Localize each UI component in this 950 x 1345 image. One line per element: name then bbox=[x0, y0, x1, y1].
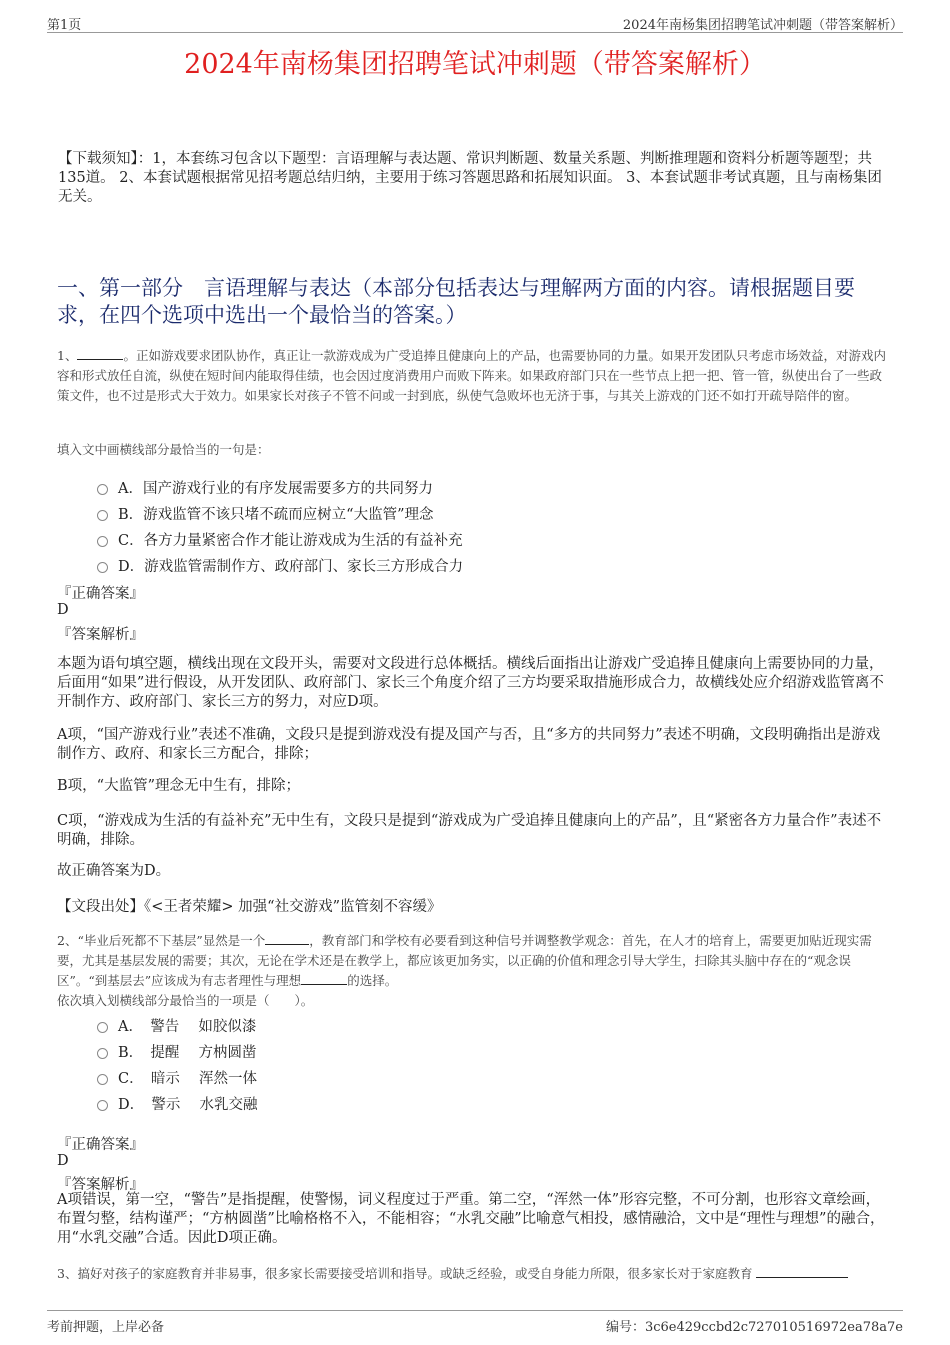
question-2-prompt: 依次填入划横线部分最恰当的一项是（ ）。 bbox=[57, 993, 314, 1008]
option-a[interactable]: A． 警告 如胶似漆 bbox=[97, 1015, 256, 1037]
analysis-paragraph: B项，“大监管”理念无中生有，排除； bbox=[57, 778, 300, 794]
option-b[interactable]: B．游戏监管不该只堵不疏而应树立“大监管”理念 bbox=[97, 503, 433, 525]
download-notice: 【下载须知】：1，本套练习包含以下题型：言语理解与表达题、常识判断题、数量关系题、判断推理题和资料分析题等题型；共135道。 2、本套试题根据常见招考题总结归纳，主要用于练习答题思路和拓展知识面。 3、本套试题非考试真题，且与南杨集团无关。 bbox=[58, 151, 882, 205]
answer-value: D bbox=[57, 602, 69, 618]
page-footer bbox=[47, 1310, 903, 1335]
analysis-label: 『答案解析』 bbox=[57, 1177, 144, 1193]
blank-line bbox=[77, 359, 123, 360]
radio-icon[interactable] bbox=[97, 562, 108, 573]
analysis-label: 『答案解析』 bbox=[57, 627, 144, 643]
radio-icon[interactable] bbox=[97, 484, 108, 495]
page-number: 第1页 bbox=[47, 18, 82, 33]
header-doc-title: 2024年南杨集团招聘笔试冲刺题（带答案解析） bbox=[622, 18, 903, 33]
analysis-paragraph: A项错误，第一空，“警告”是指提醒，使警惕，词义程度过于严重。第二空，“浑然一体”形容完整，不可分割，也形容文章绘画，布置匀整，结构谨严；“方枘圆凿”比喻格格不入，不能相容；“水乳交融”比喻意气相投，感情融洽，文中是“理性与理想”的融合，用“水乳交融”合适。因此D项正确。 bbox=[57, 1192, 885, 1246]
option-c[interactable]: C． 暗示 浑然一体 bbox=[97, 1067, 257, 1089]
footer-slogan: 考前押题，上岸必备 bbox=[47, 1320, 165, 1335]
answer-label: 『正确答案』 bbox=[57, 586, 144, 602]
section-heading: 一、第一部分 言语理解与表达（本部分包括表达与理解两方面的内容。请根据题目要求，在四个选项中选出一个最恰当的答案。） bbox=[57, 276, 855, 327]
analysis-paragraph: C项，“游戏成为生活的有益补充”无中生有，文段只是提到“游戏成为广受追捧且健康向上的产品”，且“紧密各方力量合作”表述不明确，排除。 bbox=[57, 813, 882, 848]
radio-icon[interactable] bbox=[97, 1074, 108, 1085]
footer-id: 编号：3c6e429ccbd2c727010516972ea78a7e bbox=[605, 1320, 903, 1335]
source-note: 【文段出处】《<王者荣耀> 加强“社交游戏”监管刻不容缓》 bbox=[57, 899, 442, 915]
radio-icon[interactable] bbox=[97, 1048, 108, 1059]
question-2-text: 2、“毕业后死都不下基层”显然是一个 ，教育部门和学校有必要看到这种信号并调整教学观念：首先，在人才的培育上，需要更加贴近现实需要，尤其是基层发展的需要；其次，无论在学术还是在教学上，都应该更加务实，以正确的价值和理念引导大学生，扫除其头脑中存在的“观念误区”。“到基层去”应该成为有志者理性与理想 的选择。 bbox=[57, 933, 872, 988]
option-c[interactable]: C．各方力量紧密合作才能让游戏成为生活的有益补充 bbox=[97, 529, 463, 551]
option-a[interactable]: A．国产游戏行业的有序发展需要多方的共同努力 bbox=[97, 477, 433, 499]
radio-icon[interactable] bbox=[97, 536, 108, 547]
radio-icon[interactable] bbox=[97, 1100, 108, 1111]
page-header bbox=[47, 12, 903, 33]
radio-icon[interactable] bbox=[97, 1022, 108, 1033]
blank-line bbox=[265, 944, 309, 945]
blank-line bbox=[301, 984, 347, 985]
analysis-paragraph: A项，“国产游戏行业”表述不准确，文段只是提到游戏没有提及国产与否，且“多方的共同努力”表述不明确，文段明确指出是游戏制作方、政府、和家长三方配合，排除； bbox=[57, 727, 881, 762]
answer-label: 『正确答案』 bbox=[57, 1137, 144, 1153]
blank-line bbox=[756, 1277, 848, 1278]
option-d[interactable]: D． 警示 水乳交融 bbox=[97, 1093, 257, 1115]
option-d[interactable]: D．游戏监管需制作方、政府部门、家长三方形成合力 bbox=[97, 555, 463, 577]
analysis-paragraph: 本题为语句填空题，横线出现在文段开头，需要对文段进行总体概括。横线后面指出让游戏广受追捧且健康向上需要协同的力量，后面用“如果”进行假设，从开发团队、政府部门、家长三个角度介绍了三方均要采取措施形成合力，故横线处应介绍游戏监管离不开制作方、政府部门、家长三方的努力，对应D项。 bbox=[57, 656, 884, 710]
question-1-prompt: 填入文中画横线部分最恰当的一句是： bbox=[57, 442, 270, 457]
document-title: 2024年南杨集团招聘笔试冲刺题（带答案解析） bbox=[184, 49, 766, 80]
question-1-text: 1、 。正如游戏要求团队协作，真正让一款游戏成为广受追捧且健康向上的产品，也需要协同的力量。如果开发团队只考虑市场效益，对游戏内容和形式放任自流，纵使在短时间内能取得佳绩，也会因过度消费用户而败下阵来。如果政府部门只在一些节点上把一把、管一管，纵使出台了一些政策文件，也不过是形式大于效力。如果家长对孩子不管不问或一封到底，纵使气急败坏也无济于事，与其关上游戏的门还不如打开疏导陪伴的窗。 bbox=[57, 348, 886, 403]
question-3-text: 3、搞好对孩子的家庭教育并非易事，很多家长需要接受培训和指导。或缺乏经验，或受自身能力所限，很多家长对于家庭教育 bbox=[57, 1264, 890, 1284]
option-b[interactable]: B． 提醒 方枘圆凿 bbox=[97, 1041, 257, 1063]
radio-icon[interactable] bbox=[97, 510, 108, 521]
analysis-paragraph: 故正确答案为D。 bbox=[57, 863, 171, 879]
answer-value: D bbox=[57, 1153, 69, 1169]
